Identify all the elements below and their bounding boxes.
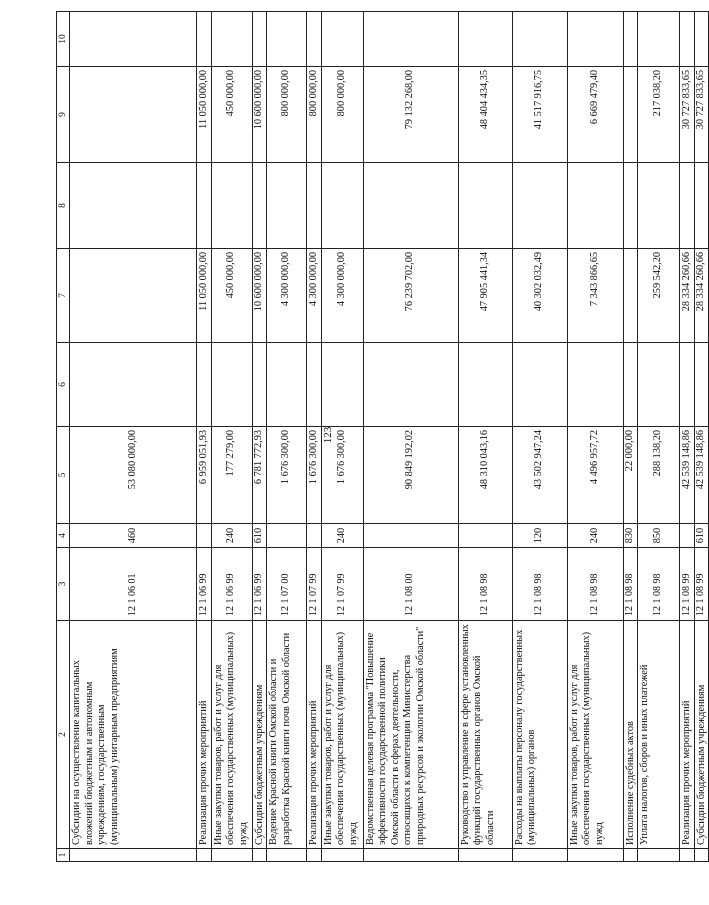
cell-col1 [694, 849, 709, 862]
cell-col1 [512, 849, 567, 862]
row-col6 [638, 343, 680, 427]
row-col6 [70, 343, 197, 427]
row-col8 [567, 163, 623, 249]
row-expense-type: 830 [623, 524, 638, 548]
row-code: 12 1 08 98 [623, 548, 638, 621]
row-col10 [70, 12, 197, 67]
row-code: 12 1 06 99 [197, 548, 212, 621]
header-cell-3: 3 [57, 548, 70, 621]
row-col10 [638, 12, 680, 67]
row-amount-col9: 6 669 479,40 [567, 67, 623, 163]
row-amount-col7: 4 300 000,00 [321, 249, 363, 343]
header-cell-5: 5 [57, 427, 70, 524]
row-amount-col9: 41 517 916,75 [512, 67, 567, 163]
row-col10 [321, 12, 363, 67]
header-cell-4: 4 [57, 524, 70, 548]
cell-col1 [267, 849, 307, 862]
table-row [694, 12, 709, 862]
row-amount-col7: 28 334 260,66 [680, 249, 695, 343]
row-expense-type [458, 524, 512, 548]
row-col8 [267, 163, 307, 249]
row-col10 [307, 12, 322, 67]
row-expense-type: 240 [567, 524, 623, 548]
row-col6 [680, 343, 695, 427]
row-name: Расходы на выплаты персоналу государственных (муниципальных) органов [512, 621, 567, 849]
row-col6 [321, 343, 363, 427]
row-col6 [363, 343, 458, 427]
row-amount-col7: 76 239 702,00 [363, 249, 458, 343]
table-row [458, 12, 512, 862]
row-amount-col7: 47 905 441,34 [458, 249, 512, 343]
row-col8 [512, 163, 567, 249]
row-amount-col9 [623, 67, 638, 163]
row-col8 [321, 163, 363, 249]
row-name: Иные закупки товаров, работ и услуг для обеспечения государственных (муниципальных) нужд [321, 621, 363, 849]
row-code: 12 1 08 98 [512, 548, 567, 621]
table-row [512, 12, 567, 862]
row-expense-type [267, 524, 307, 548]
header-row [57, 12, 70, 862]
row-col10 [694, 12, 709, 67]
row-amount-col5: 43 502 947,24 [512, 427, 567, 524]
table-row [307, 12, 322, 862]
row-amount-col9: 800 000,00 [267, 67, 307, 163]
table-row [363, 12, 458, 862]
row-code: 12 1 08 98 [567, 548, 623, 621]
row-code: 12 1 08 99 [680, 548, 695, 621]
cell-col1 [363, 849, 458, 862]
row-amount-col9: 800 000,00 [307, 67, 322, 163]
row-amount-col9: 30 727 833,65 [680, 67, 695, 163]
row-name: Реализация прочих мероприятий [680, 621, 695, 849]
row-col6 [694, 343, 709, 427]
header-cell-7: 7 [57, 249, 70, 343]
row-col8 [623, 163, 638, 249]
row-col8 [197, 163, 212, 249]
row-name: Исполнение судебных актов [623, 621, 638, 849]
row-amount-col5: 42 539 148,86 [680, 427, 695, 524]
row-amount-col7: 11 050 000,00 [197, 249, 212, 343]
row-col6 [512, 343, 567, 427]
row-code: 12 1 06 99 [211, 548, 252, 621]
row-amount-col5: 4 496 957,72 [567, 427, 623, 524]
row-code: 12 1 06 99 [252, 548, 267, 621]
header-cell-2: 2 [57, 621, 70, 849]
row-amount-col7: 40 302 032,49 [512, 249, 567, 343]
row-amount-col9: 800 000,00 [321, 67, 363, 163]
row-amount-col9: 79 132 268,00 [363, 67, 458, 163]
row-amount-col5: 1 676 300,00 [321, 427, 363, 524]
row-amount-col5: 42 539 148,86 [694, 427, 709, 524]
row-amount-col5: 1 676 300,00 [267, 427, 307, 524]
cell-col1 [623, 849, 638, 862]
row-col10 [363, 12, 458, 67]
table-row [623, 12, 638, 862]
table-row [252, 12, 267, 862]
header-cell-9: 9 [57, 67, 70, 163]
row-col6 [567, 343, 623, 427]
row-col10 [512, 12, 567, 67]
row-name: Ведение Красной книги Омской области и разработка Красной книги почв Омской области [267, 621, 307, 849]
row-col10 [567, 12, 623, 67]
row-code: 12 1 08 99 [694, 548, 709, 621]
row-amount-col5: 6 781 772,93 [252, 427, 267, 524]
row-col8 [70, 163, 197, 249]
cell-col1 [252, 849, 267, 862]
budget-table [56, 11, 709, 862]
row-amount-col9: 11 050 000,00 [197, 67, 212, 163]
rotated-table-container [56, 12, 707, 862]
row-name: Ведомственная целевая программа "Повышение эффективности государственной политики Омской области в сферах деятельности, относящихся к компетенции Министерства природных ресурсов и экологии Омской области" [363, 621, 458, 849]
row-amount-col5: 288 138,20 [638, 427, 680, 524]
row-amount-col7: 259 542,20 [638, 249, 680, 343]
row-expense-type [363, 524, 458, 548]
row-col8 [363, 163, 458, 249]
row-expense-type: 240 [321, 524, 363, 548]
row-col8 [680, 163, 695, 249]
table-row [70, 12, 197, 862]
table-row [680, 12, 695, 862]
row-amount-col9: 10 600 000,00 [252, 67, 267, 163]
row-name: Реализация прочих мероприятий [197, 621, 212, 849]
cell-col1 [70, 849, 197, 862]
row-col8 [211, 163, 252, 249]
cell-col1 [321, 849, 363, 862]
row-col10 [623, 12, 638, 67]
row-amount-col7 [623, 249, 638, 343]
cell-col1 [197, 849, 212, 862]
table-row [321, 12, 363, 862]
row-col10 [680, 12, 695, 67]
row-amount-col7: 450 000,00 [211, 249, 252, 343]
header-cell-1: 1 [57, 849, 70, 862]
row-amount-col5: 90 849 192,02 [363, 427, 458, 524]
row-amount-col9: 48 404 434,35 [458, 67, 512, 163]
row-name: Реализация прочих мероприятий [307, 621, 322, 849]
row-col8 [252, 163, 267, 249]
row-col6 [307, 343, 322, 427]
row-name: Уплата налогов, сборов и иных платежей [638, 621, 680, 849]
row-col8 [638, 163, 680, 249]
row-amount-col5: 53 080 000,00 [70, 427, 197, 524]
row-col10 [197, 12, 212, 67]
row-code: 12 1 08 98 [458, 548, 512, 621]
row-amount-col7: 4 300 000,00 [307, 249, 322, 343]
row-col6 [267, 343, 307, 427]
row-amount-col5: 1 676 300,00 [307, 427, 322, 524]
cell-col1 [638, 849, 680, 862]
row-col6 [197, 343, 212, 427]
row-amount-col5: 22 000,00 [623, 427, 638, 524]
row-col6 [252, 343, 267, 427]
table-row [567, 12, 623, 862]
row-name: Субсидии на осуществление капитальных вложений бюджетным и автономным учреждениям, государственным (муниципальным) унитарным предприятиям [70, 621, 197, 849]
row-code: 12 1 07 99 [307, 548, 322, 621]
row-expense-type: 240 [211, 524, 252, 548]
cell-col1 [680, 849, 695, 862]
table-row [197, 12, 212, 862]
row-expense-type [197, 524, 212, 548]
row-col10 [267, 12, 307, 67]
row-amount-col9: 217 038,20 [638, 67, 680, 163]
header-cell-8: 8 [57, 163, 70, 249]
row-expense-type: 120 [512, 524, 567, 548]
row-amount-col5: 177 279,00 [211, 427, 252, 524]
row-col6 [211, 343, 252, 427]
row-amount-col9 [70, 67, 197, 163]
row-amount-col7: 28 334 260,66 [694, 249, 709, 343]
table-row [638, 12, 680, 862]
row-name: Иные закупки товаров, работ и услуг для обеспечения государственных (муниципальных) нужд [567, 621, 623, 849]
row-amount-col7: 4 300 000,00 [267, 249, 307, 343]
row-amount-col5: 6 959 051,93 [197, 427, 212, 524]
row-amount-col7 [70, 249, 197, 343]
row-amount-col7: 10 600 000,00 [252, 249, 267, 343]
table-row [211, 12, 252, 862]
row-name: Субсидии бюджетным учреждениям [252, 621, 267, 849]
row-col10 [458, 12, 512, 67]
row-expense-type: 610 [694, 524, 709, 548]
row-code: 12 1 08 00 [363, 548, 458, 621]
row-code: 12 1 07 99 [321, 548, 363, 621]
cell-col1 [458, 849, 512, 862]
row-col10 [252, 12, 267, 67]
row-col8 [458, 163, 512, 249]
row-amount-col7: 7 343 866,65 [567, 249, 623, 343]
row-col8 [694, 163, 709, 249]
header-cell-10: 10 [57, 12, 70, 67]
cell-col1 [211, 849, 252, 862]
row-expense-type [307, 524, 322, 548]
row-amount-col9: 30 727 833,65 [694, 67, 709, 163]
row-name: Руководство и управление в сфере установленных функций государственных органов Омской области [458, 621, 512, 849]
row-code: 12 1 06 01 [70, 548, 197, 621]
row-amount-col5: 48 310 043,16 [458, 427, 512, 524]
row-col10 [211, 12, 252, 67]
row-col8 [307, 163, 322, 249]
page-number: 123 [322, 426, 334, 444]
cell-col1 [567, 849, 623, 862]
row-name: Иные закупки товаров, работ и услуг для обеспечения государственных (муниципальных) нужд [211, 621, 252, 849]
header-cell-6: 6 [57, 343, 70, 427]
row-col6 [623, 343, 638, 427]
row-code: 12 1 08 98 [638, 548, 680, 621]
table-row [267, 12, 307, 862]
row-expense-type [680, 524, 695, 548]
row-name: Субсидии бюджетным учреждениям [694, 621, 709, 849]
row-expense-type: 610 [252, 524, 267, 548]
row-expense-type: 850 [638, 524, 680, 548]
row-col6 [458, 343, 512, 427]
row-amount-col9: 450 000,00 [211, 67, 252, 163]
row-expense-type: 460 [70, 524, 197, 548]
cell-col1 [307, 849, 322, 862]
row-code: 12 1 07 00 [267, 548, 307, 621]
